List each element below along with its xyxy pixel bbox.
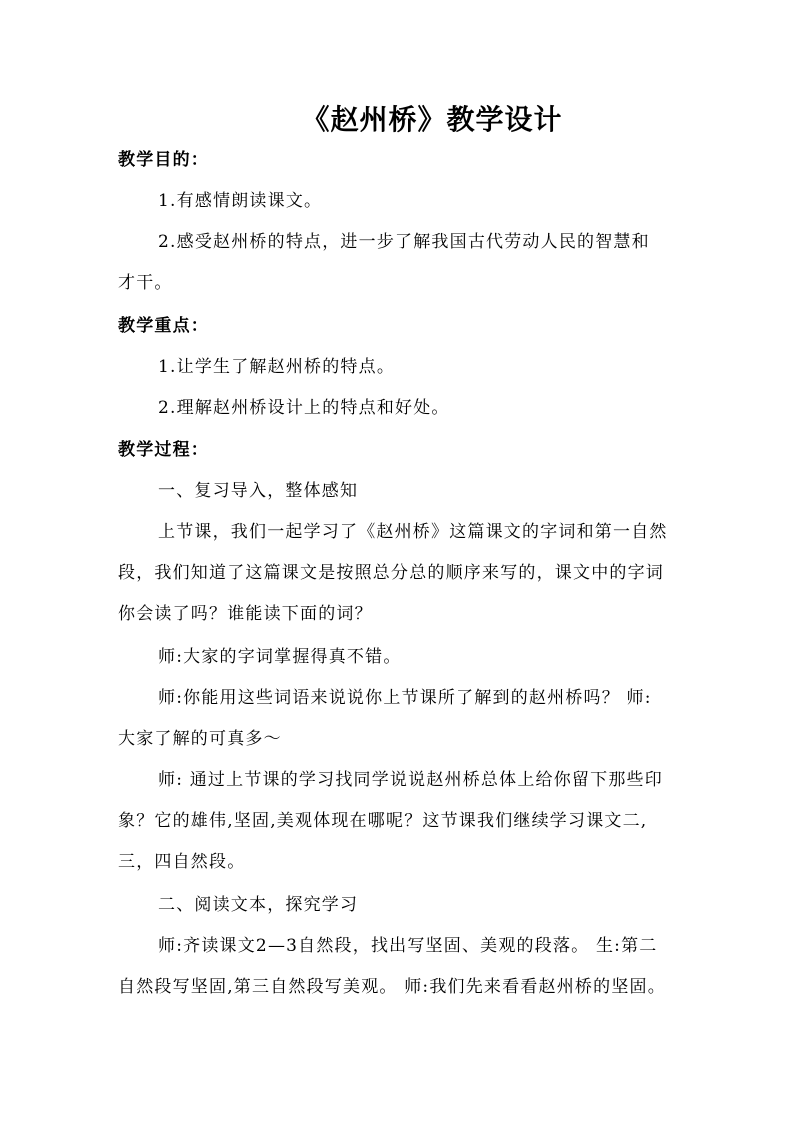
- paragraph-line: 1.让学生了解赵州桥的特点。: [158, 357, 396, 377]
- paragraph-line: 2.理解赵州桥设计上的特点和好处。: [158, 398, 450, 418]
- paragraph-line: 师:大家的字词掌握得真不错。: [158, 647, 402, 667]
- section-heading-objectives: 教学目的：: [118, 150, 209, 170]
- subsection-heading: 一、复习导入，整体感知: [158, 481, 359, 501]
- paragraph-line: 三，四自然段。: [118, 852, 246, 872]
- section-heading-process: 教学过程：: [118, 440, 209, 460]
- paragraph-line: 象？它的雄伟,坚固,美观体现在哪呢？这节课我们继续学习课文二,: [118, 811, 648, 831]
- subsection-heading: 二、阅读文本，探究学习: [158, 895, 359, 915]
- paragraph-line: 你会读了吗？谁能读下面的词？: [118, 604, 373, 624]
- section-heading-key-points: 教学重点：: [118, 316, 209, 336]
- paragraph-line: 段，我们知道了这篇课文是按照总分总的顺序来写的，课文中的字词: [118, 563, 664, 583]
- paragraph-line: 2.感受赵州桥的特点，进一步了解我国古代劳动人民的智慧和: [158, 232, 650, 252]
- paragraph-line: 1.有感情朗读课文。: [158, 191, 323, 211]
- paragraph-line: 师:齐读课文2—3自然段，找出写坚固、美观的段落。 生:第二: [158, 936, 658, 956]
- paragraph-line: 师:你能用这些词语来说说你上节课所了解到的赵州桥吗？ 师:: [158, 688, 652, 708]
- paragraph-line: 才干。: [118, 273, 173, 293]
- paragraph-line: 大家了解的可真多～: [118, 729, 282, 749]
- paragraph-line: 上节课，我们一起学习了《赵州桥》这篇课文的字词和第一自然: [158, 522, 668, 542]
- paragraph-line: 自然段写坚固,第三自然段写美观。 师:我们先来看看赵州桥的坚固。: [118, 977, 666, 997]
- paragraph-line: 师: 通过上节课的学习找同学说说赵州桥总体上给你留下那些印: [158, 770, 663, 790]
- document-title: 《赵州桥》教学设计: [301, 103, 563, 136]
